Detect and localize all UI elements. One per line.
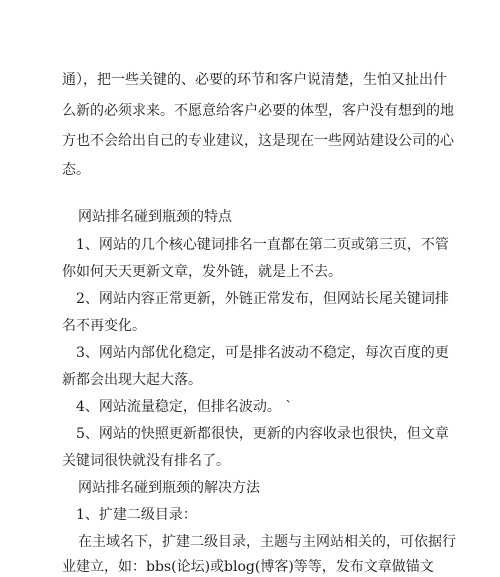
section2-subheading: 1、扩建二级目录： (76, 507, 197, 523)
intro-line-2: 么新的必须求来。不愿意给客户必要的体型，客户没有想到的地 (62, 103, 454, 119)
section1-item-3-line-1: 3、网站内部优化稳定，可是排名波动不稳定，每次百度的更 (76, 345, 449, 361)
section1-item-5-line-2: 关键词很快就没有排名了。 (62, 453, 230, 469)
section1-heading: 网站排名碰到瓶颈的特点 (78, 209, 232, 225)
section2-body-line-1: 在主域名下，扩建二级目录，主题与主网站相关的，可依据行 (78, 534, 456, 550)
section1-item-1-line-2: 你如何天天更新文章，发外链，就是上不去。 (62, 264, 342, 280)
section1-item-4: 4、网站流量稳定，但排名波动。 ` (76, 399, 293, 415)
section1-item-3-line-2: 新都会出现大起大落。 (62, 372, 202, 388)
section1-item-1-line-1: 1、网站的几个核心键词排名一直都在第二页或第三页，不管 (76, 237, 449, 253)
section1-item-2-line-2: 名不再变化。 (62, 318, 146, 334)
intro-line-1: 通），把一些关键的、必要的环节和客户说清楚，生怕又扯出什 (62, 72, 447, 88)
section1-item-5-line-1: 5、网站的快照更新都很快，更新的内容收录也很快，但文章 (76, 426, 449, 442)
section1-item-2-line-1: 2、网站内容正常更新，外链正常发布，但网站长尾关键词排 (76, 291, 449, 307)
section2-body-line-2: 业建立，如：bbs(论坛)或blog(博客)等等，发布文章做锚文 (62, 559, 434, 575)
section2-heading: 网站排名碰到瓶颈的解决方法 (78, 480, 260, 496)
intro-line-3: 方也不会给出自己的专业建议，这是现在一些网站建设公司的心 (62, 133, 454, 149)
intro-line-4: 态。 (62, 162, 90, 178)
